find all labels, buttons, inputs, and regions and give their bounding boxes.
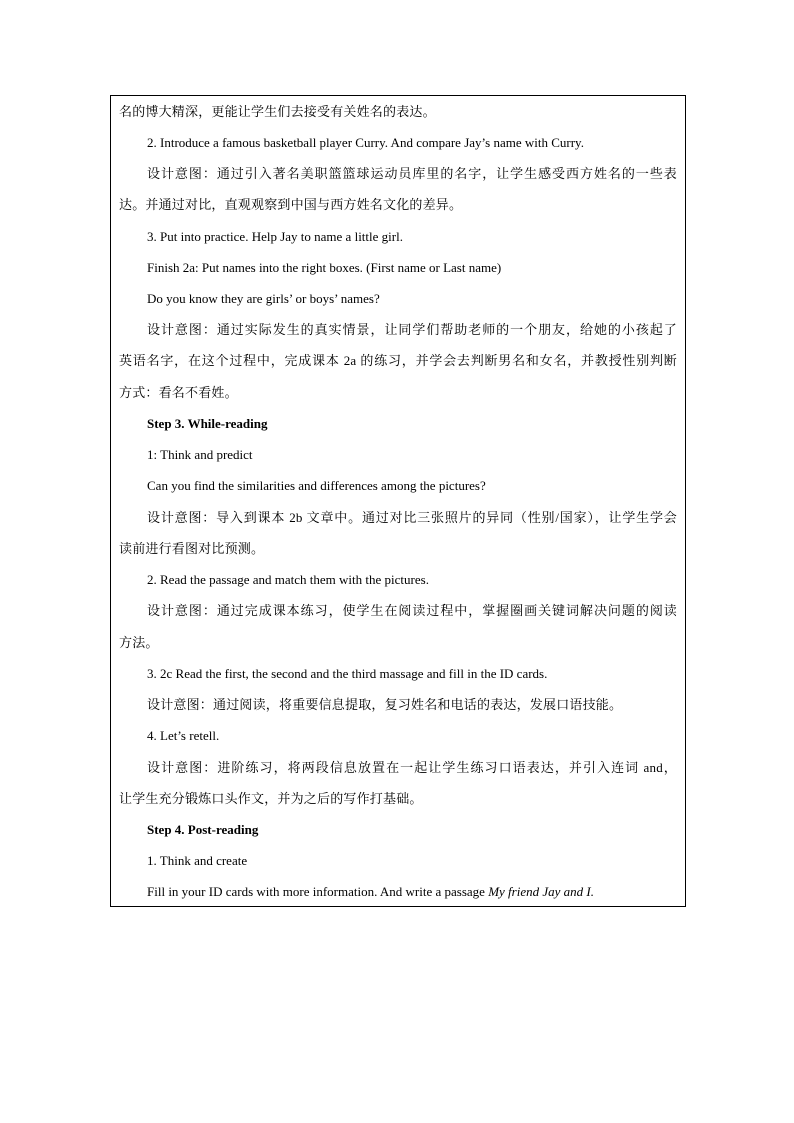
text-line-2: 2. Introduce a famous basketball player Curry. And compare Jay’s name with Curry. (147, 135, 584, 150)
text-line-18: 方法。 (119, 635, 159, 650)
text-line-25: 1. Think and create (147, 853, 248, 868)
text-line-16: 2. Read the passage and match them with the pictures. (147, 572, 429, 587)
text-line-15: 读前进行看图对比预测。 (119, 541, 265, 556)
text-line-21: 4. Let’s retell. (147, 728, 220, 743)
lesson-plan-table-cell (110, 95, 686, 907)
text-line-23: 让学生充分锻炼口头作文，并为之后的写作打基础。 (119, 791, 423, 806)
text-line-7: Do you know they are girls’ or boys’ names? (147, 291, 380, 306)
text-line-5: 3. Put into practice. Help Jay to name a little girl. (147, 229, 403, 244)
text-line-9: 英语名字，在这个过程中，完成课本 2a 的练习，并学会去判断男名和女名，并教授性别判断 (119, 353, 677, 368)
text-line-19: 3. 2c Read the first, the second and the third massage and fill in the ID cards. (147, 666, 548, 681)
text-line-17: 设计意图：通过完成课本练习，使学生在阅读过程中，掌握圈画关键词解决问题的阅读 (147, 603, 677, 618)
text-line-8: 设计意图：通过实际发生的真实情景，让同学们帮助老师的一个朋友，给她的小孩起了 (147, 322, 677, 337)
text-line-20: 设计意图：通过阅读，将重要信息提取，复习姓名和电话的表达，发展口语技能。 (147, 697, 623, 712)
text-line-3: 设计意图：通过引入著名美职篮篮球运动员库里的名字，让学生感受西方姓名的一些表 (147, 166, 677, 181)
passage-title: My friend Jay and I. (488, 884, 594, 899)
text-line-26 (111, 882, 685, 902)
text-line-22: 设计意图：进阶练习，将两段信息放置在一起让学生练习口语表达，并引入连词 and， (147, 760, 677, 775)
text-line-26-main: Fill in your ID cards with more information. And write a passage (147, 884, 489, 899)
text-line-1: 名的博大精深，更能让学生们去接受有关姓名的表达。 (119, 104, 436, 119)
text-line-12: 1: Think and predict (147, 447, 253, 462)
section-heading-post-reading: Step 4. Post-reading (147, 822, 259, 837)
section-heading-while-reading: Step 3. While-reading (147, 416, 268, 431)
text-line-13: Can you find the similarities and differences among the pictures? (147, 478, 486, 493)
text-line-14: 设计意图：导入到课本 2b 文章中。通过对比三张照片的异同（性别/国家），让学生学会 (147, 510, 677, 525)
text-line-10: 方式：看名不看姓。 (119, 385, 238, 400)
text-line-6: Finish 2a: Put names into the right boxes. (First name or Last name) (147, 260, 502, 275)
text-line-4: 达。并通过对比，直观观察到中国与西方姓名文化的差异。 (119, 197, 463, 212)
